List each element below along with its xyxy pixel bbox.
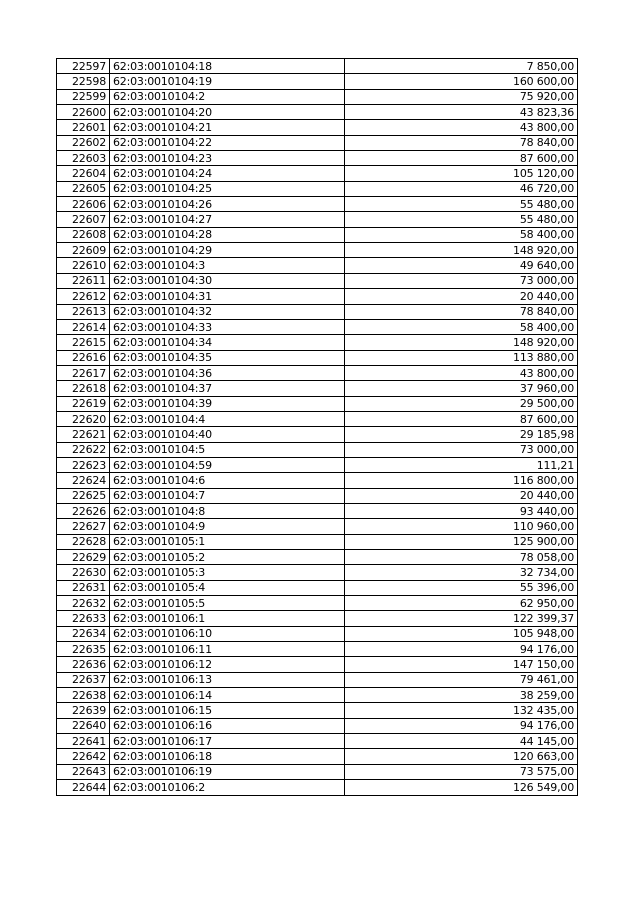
value-cell: 58 400,00 <box>345 227 578 242</box>
value-cell: 148 920,00 <box>345 243 578 258</box>
row-number-cell: 22622 <box>57 442 110 457</box>
table-row <box>57 457 578 472</box>
value-cell: 110 960,00 <box>345 519 578 534</box>
cadastral-number-cell: 62:03:0010105:3 <box>110 565 345 580</box>
table-row <box>57 319 578 334</box>
cadastral-number-cell: 62:03:0010104:39 <box>110 396 345 411</box>
table-row <box>57 764 578 779</box>
table-row <box>57 503 578 518</box>
table-row <box>57 59 578 74</box>
table-row <box>57 304 578 319</box>
table-body <box>57 59 578 796</box>
row-number-cell: 22621 <box>57 427 110 442</box>
table-row <box>57 580 578 595</box>
row-number-cell: 22627 <box>57 519 110 534</box>
row-number-cell: 22640 <box>57 718 110 733</box>
table-row <box>57 151 578 166</box>
row-number-cell: 22599 <box>57 89 110 104</box>
cadastral-number-cell: 62:03:0010105:5 <box>110 596 345 611</box>
row-number-cell: 22606 <box>57 197 110 212</box>
row-number-cell: 22616 <box>57 350 110 365</box>
cadastral-number-cell: 62:03:0010104:7 <box>110 488 345 503</box>
cadastral-number-cell: 62:03:0010104:22 <box>110 135 345 150</box>
row-number-cell: 22597 <box>57 59 110 74</box>
table-row <box>57 749 578 764</box>
cadastral-number-cell: 62:03:0010106:10 <box>110 626 345 641</box>
table-row <box>57 672 578 687</box>
row-number-cell: 22610 <box>57 258 110 273</box>
cadastral-number-cell: 62:03:0010104:37 <box>110 381 345 396</box>
row-number-cell: 22633 <box>57 611 110 626</box>
value-cell: 87 600,00 <box>345 411 578 426</box>
value-cell: 55 396,00 <box>345 580 578 595</box>
table-row <box>57 89 578 104</box>
table-row <box>57 350 578 365</box>
value-cell: 94 176,00 <box>345 718 578 733</box>
cadastral-number-cell: 62:03:0010106:2 <box>110 780 345 795</box>
cadastral-number-cell: 62:03:0010104:25 <box>110 181 345 196</box>
table-row <box>57 181 578 196</box>
table-row <box>57 411 578 426</box>
table-row <box>57 427 578 442</box>
value-cell: 113 880,00 <box>345 350 578 365</box>
value-cell: 111,21 <box>345 457 578 472</box>
row-number-cell: 22607 <box>57 212 110 227</box>
row-number-cell: 22644 <box>57 780 110 795</box>
value-cell: 73 000,00 <box>345 273 578 288</box>
value-cell: 55 480,00 <box>345 212 578 227</box>
cadastral-number-cell: 62:03:0010106:16 <box>110 718 345 733</box>
table-row <box>57 473 578 488</box>
table-row <box>57 120 578 135</box>
table-row <box>57 212 578 227</box>
value-cell: 62 950,00 <box>345 596 578 611</box>
cadastral-number-cell: 62:03:0010104:36 <box>110 365 345 380</box>
table-row <box>57 657 578 672</box>
row-number-cell: 22619 <box>57 396 110 411</box>
cadastral-number-cell: 62:03:0010104:8 <box>110 503 345 518</box>
cadastral-number-cell: 62:03:0010106:15 <box>110 703 345 718</box>
table-row <box>57 442 578 457</box>
table-row <box>57 565 578 580</box>
cadastral-number-cell: 62:03:0010104:4 <box>110 411 345 426</box>
table-row <box>57 703 578 718</box>
cadastral-number-cell: 62:03:0010106:11 <box>110 642 345 657</box>
cadastral-number-cell: 62:03:0010104:23 <box>110 151 345 166</box>
value-cell: 78 840,00 <box>345 304 578 319</box>
row-number-cell: 22638 <box>57 688 110 703</box>
value-cell: 78 840,00 <box>345 135 578 150</box>
value-cell: 79 461,00 <box>345 672 578 687</box>
table-row <box>57 519 578 534</box>
cadastral-number-cell: 62:03:0010104:29 <box>110 243 345 258</box>
row-number-cell: 22641 <box>57 734 110 749</box>
row-number-cell: 22625 <box>57 488 110 503</box>
cadastral-number-cell: 62:03:0010106:19 <box>110 764 345 779</box>
cadastral-number-cell: 62:03:0010104:5 <box>110 442 345 457</box>
value-cell: 37 960,00 <box>345 381 578 396</box>
row-number-cell: 22643 <box>57 764 110 779</box>
value-cell: 73 000,00 <box>345 442 578 457</box>
table-row <box>57 135 578 150</box>
cadastral-number-cell: 62:03:0010106:18 <box>110 749 345 764</box>
value-cell: 29 500,00 <box>345 396 578 411</box>
cadastral-number-cell: 62:03:0010104:33 <box>110 319 345 334</box>
value-cell: 93 440,00 <box>345 503 578 518</box>
table-row <box>57 105 578 120</box>
row-number-cell: 22611 <box>57 273 110 288</box>
row-number-cell: 22603 <box>57 151 110 166</box>
row-number-cell: 22628 <box>57 534 110 549</box>
value-cell: 132 435,00 <box>345 703 578 718</box>
cadastral-number-cell: 62:03:0010106:12 <box>110 657 345 672</box>
value-cell: 43 823,36 <box>345 105 578 120</box>
table-row <box>57 396 578 411</box>
cadastral-number-cell: 62:03:0010104:18 <box>110 59 345 74</box>
cadastral-number-cell: 62:03:0010106:1 <box>110 611 345 626</box>
table-row <box>57 626 578 641</box>
row-number-cell: 22629 <box>57 550 110 565</box>
value-cell: 32 734,00 <box>345 565 578 580</box>
row-number-cell: 22608 <box>57 227 110 242</box>
cadastral-number-cell: 62:03:0010106:17 <box>110 734 345 749</box>
row-number-cell: 22600 <box>57 105 110 120</box>
row-number-cell: 22631 <box>57 580 110 595</box>
row-number-cell: 22604 <box>57 166 110 181</box>
cadastral-value-table <box>56 58 578 796</box>
row-number-cell: 22601 <box>57 120 110 135</box>
cadastral-number-cell: 62:03:0010106:14 <box>110 688 345 703</box>
table-row <box>57 74 578 89</box>
value-cell: 20 440,00 <box>345 488 578 503</box>
value-cell: 120 663,00 <box>345 749 578 764</box>
value-cell: 78 058,00 <box>345 550 578 565</box>
cadastral-number-cell: 62:03:0010104:19 <box>110 74 345 89</box>
cadastral-number-cell: 62:03:0010104:9 <box>110 519 345 534</box>
table-row <box>57 227 578 242</box>
cadastral-number-cell: 62:03:0010104:32 <box>110 304 345 319</box>
table-row <box>57 718 578 733</box>
table-row <box>57 243 578 258</box>
value-cell: 43 800,00 <box>345 120 578 135</box>
table-row <box>57 734 578 749</box>
row-number-cell: 22632 <box>57 596 110 611</box>
row-number-cell: 22636 <box>57 657 110 672</box>
value-cell: 147 150,00 <box>345 657 578 672</box>
value-cell: 7 850,00 <box>345 59 578 74</box>
table-row <box>57 550 578 565</box>
cadastral-number-cell: 62:03:0010104:26 <box>110 197 345 212</box>
value-cell: 94 176,00 <box>345 642 578 657</box>
value-cell: 126 549,00 <box>345 780 578 795</box>
cadastral-number-cell: 62:03:0010104:28 <box>110 227 345 242</box>
cadastral-number-cell: 62:03:0010104:2 <box>110 89 345 104</box>
cadastral-number-cell: 62:03:0010104:31 <box>110 289 345 304</box>
value-cell: 105 948,00 <box>345 626 578 641</box>
value-cell: 160 600,00 <box>345 74 578 89</box>
table-row <box>57 596 578 611</box>
cadastral-number-cell: 62:03:0010105:4 <box>110 580 345 595</box>
cadastral-number-cell: 62:03:0010104:59 <box>110 457 345 472</box>
row-number-cell: 22624 <box>57 473 110 488</box>
table-row <box>57 197 578 212</box>
value-cell: 122 399,37 <box>345 611 578 626</box>
value-cell: 49 640,00 <box>345 258 578 273</box>
cadastral-number-cell: 62:03:0010104:3 <box>110 258 345 273</box>
value-cell: 105 120,00 <box>345 166 578 181</box>
row-number-cell: 22620 <box>57 411 110 426</box>
cadastral-number-cell: 62:03:0010104:24 <box>110 166 345 181</box>
row-number-cell: 22630 <box>57 565 110 580</box>
row-number-cell: 22623 <box>57 457 110 472</box>
cadastral-number-cell: 62:03:0010105:2 <box>110 550 345 565</box>
table-row <box>57 642 578 657</box>
value-cell: 43 800,00 <box>345 365 578 380</box>
table-row <box>57 335 578 350</box>
table-row <box>57 289 578 304</box>
cadastral-number-cell: 62:03:0010105:1 <box>110 534 345 549</box>
row-number-cell: 22635 <box>57 642 110 657</box>
row-number-cell: 22637 <box>57 672 110 687</box>
table-row <box>57 780 578 795</box>
value-cell: 58 400,00 <box>345 319 578 334</box>
cadastral-number-cell: 62:03:0010104:34 <box>110 335 345 350</box>
value-cell: 46 720,00 <box>345 181 578 196</box>
row-number-cell: 22642 <box>57 749 110 764</box>
row-number-cell: 22626 <box>57 503 110 518</box>
value-cell: 116 800,00 <box>345 473 578 488</box>
table-row <box>57 273 578 288</box>
table-row <box>57 534 578 549</box>
cadastral-number-cell: 62:03:0010104:40 <box>110 427 345 442</box>
value-cell: 20 440,00 <box>345 289 578 304</box>
cadastral-number-cell: 62:03:0010104:30 <box>110 273 345 288</box>
table-row <box>57 688 578 703</box>
row-number-cell: 22618 <box>57 381 110 396</box>
row-number-cell: 22614 <box>57 319 110 334</box>
table-row <box>57 611 578 626</box>
value-cell: 87 600,00 <box>345 151 578 166</box>
row-number-cell: 22602 <box>57 135 110 150</box>
value-cell: 148 920,00 <box>345 335 578 350</box>
table-row <box>57 166 578 181</box>
value-cell: 38 259,00 <box>345 688 578 703</box>
value-cell: 73 575,00 <box>345 764 578 779</box>
table-row <box>57 381 578 396</box>
value-cell: 75 920,00 <box>345 89 578 104</box>
cadastral-number-cell: 62:03:0010106:13 <box>110 672 345 687</box>
row-number-cell: 22639 <box>57 703 110 718</box>
table-row <box>57 365 578 380</box>
value-cell: 125 900,00 <box>345 534 578 549</box>
cadastral-number-cell: 62:03:0010104:20 <box>110 105 345 120</box>
cadastral-number-cell: 62:03:0010104:6 <box>110 473 345 488</box>
row-number-cell: 22598 <box>57 74 110 89</box>
cadastral-number-cell: 62:03:0010104:21 <box>110 120 345 135</box>
value-cell: 29 185,98 <box>345 427 578 442</box>
row-number-cell: 22613 <box>57 304 110 319</box>
table-row <box>57 258 578 273</box>
row-number-cell: 22609 <box>57 243 110 258</box>
cadastral-number-cell: 62:03:0010104:27 <box>110 212 345 227</box>
row-number-cell: 22615 <box>57 335 110 350</box>
value-cell: 55 480,00 <box>345 197 578 212</box>
row-number-cell: 22605 <box>57 181 110 196</box>
row-number-cell: 22617 <box>57 365 110 380</box>
row-number-cell: 22634 <box>57 626 110 641</box>
row-number-cell: 22612 <box>57 289 110 304</box>
table-row <box>57 488 578 503</box>
value-cell: 44 145,00 <box>345 734 578 749</box>
cadastral-number-cell: 62:03:0010104:35 <box>110 350 345 365</box>
